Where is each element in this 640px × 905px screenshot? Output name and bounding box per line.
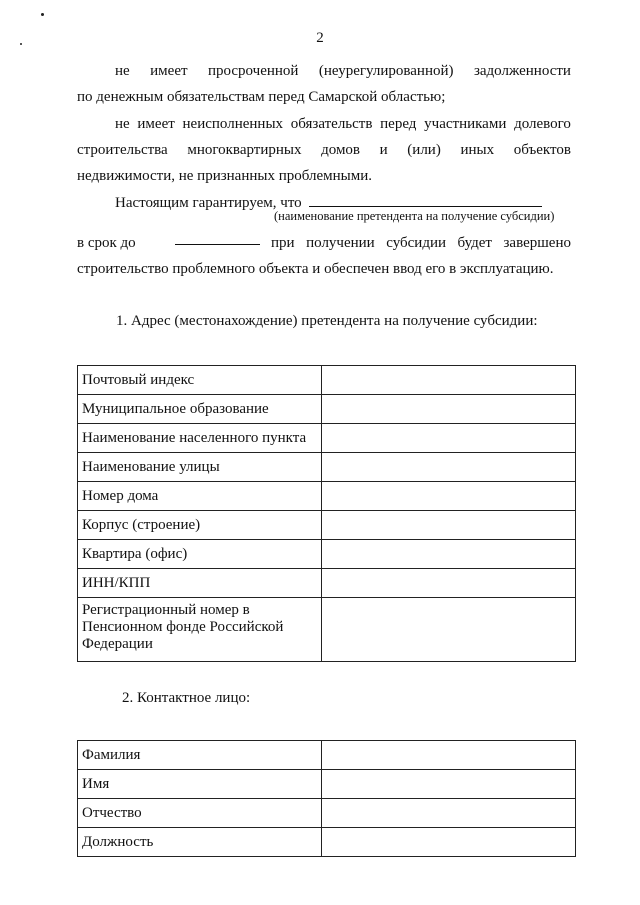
table-row: [78, 424, 576, 453]
table-row: [78, 828, 576, 857]
row-value-field[interactable]: [322, 569, 576, 598]
row-label: Должность: [78, 828, 322, 857]
row-value-field[interactable]: [322, 366, 576, 395]
row-value-field[interactable]: [322, 511, 576, 540]
table-row: [78, 453, 576, 482]
applicant-name-blank[interactable]: [309, 192, 542, 207]
guarantee-text: Настоящим гарантируем, что: [115, 195, 302, 211]
row-value-field[interactable]: [322, 540, 576, 569]
paragraph-deadline: [77, 230, 571, 282]
row-value-field[interactable]: [322, 799, 576, 828]
applicant-name-hint: (наименование претендента на получение субсидии): [274, 209, 555, 223]
paragraph-debt: [77, 58, 571, 110]
address-table: [77, 365, 576, 662]
section-address-title: 1. Адрес (местонахождение) претендента на получение субсидии:: [116, 313, 538, 329]
paragraph-line: не имеет неисполненных обязательств перед участниками долевого: [115, 116, 571, 132]
row-label: Номер дома: [78, 482, 322, 511]
row-value-field[interactable]: [322, 828, 576, 857]
paragraph-line: недвижимости, не признанных проблемными.: [77, 168, 373, 184]
row-label: Наименование населенного пункта: [78, 424, 322, 453]
paragraph-line: по денежным обязательствам перед Самарской областью;: [77, 89, 446, 105]
row-label: ИНН/КПП: [78, 569, 322, 598]
row-value-field[interactable]: [322, 395, 576, 424]
row-value-field[interactable]: [322, 770, 576, 799]
table-row: [78, 741, 576, 770]
scan-speck: [41, 13, 44, 16]
table-row: [78, 598, 576, 662]
paragraph-line: не имеет просроченной (неурегулированной) задолженности: [115, 63, 571, 79]
table-row: [78, 366, 576, 395]
row-value-field[interactable]: [322, 741, 576, 770]
row-label: Имя: [78, 770, 322, 799]
table-row: [78, 511, 576, 540]
contact-table: [77, 740, 576, 857]
row-value-field[interactable]: [322, 453, 576, 482]
row-value-field[interactable]: [322, 424, 576, 453]
row-label: Фамилия: [78, 741, 322, 770]
row-label: Почтовый индекс: [78, 366, 322, 395]
paragraph-line: строительства многоквартирных домов и (или) иных объектов: [77, 142, 571, 158]
page-number: 2: [316, 30, 324, 46]
paragraph-line: в срок до при получении субсидии будет завершено: [77, 230, 571, 256]
row-label: Квартира (офис): [78, 540, 322, 569]
paragraph-obligations: [77, 111, 571, 189]
row-label: Отчество: [78, 799, 322, 828]
table-row: [78, 482, 576, 511]
row-label: Наименование улицы: [78, 453, 322, 482]
paragraph-line: строительство проблемного объекта и обеспечен ввод его в эксплуатацию.: [77, 261, 554, 277]
row-label: Муниципальное образование: [78, 395, 322, 424]
deadline-prefix: в срок до: [77, 235, 136, 251]
deadline-date-blank[interactable]: [175, 230, 260, 245]
row-value-field[interactable]: [322, 482, 576, 511]
table-row: [78, 799, 576, 828]
row-label: Корпус (строение): [78, 511, 322, 540]
table-row: [78, 770, 576, 799]
table-row: [78, 569, 576, 598]
table-row: [78, 395, 576, 424]
table-row: [78, 540, 576, 569]
row-label: Регистрационный номер в Пенсионном фонде Российской Федерации: [78, 598, 322, 662]
row-value-field[interactable]: [322, 598, 576, 662]
section-contact-title: 2. Контактное лицо:: [122, 690, 251, 706]
